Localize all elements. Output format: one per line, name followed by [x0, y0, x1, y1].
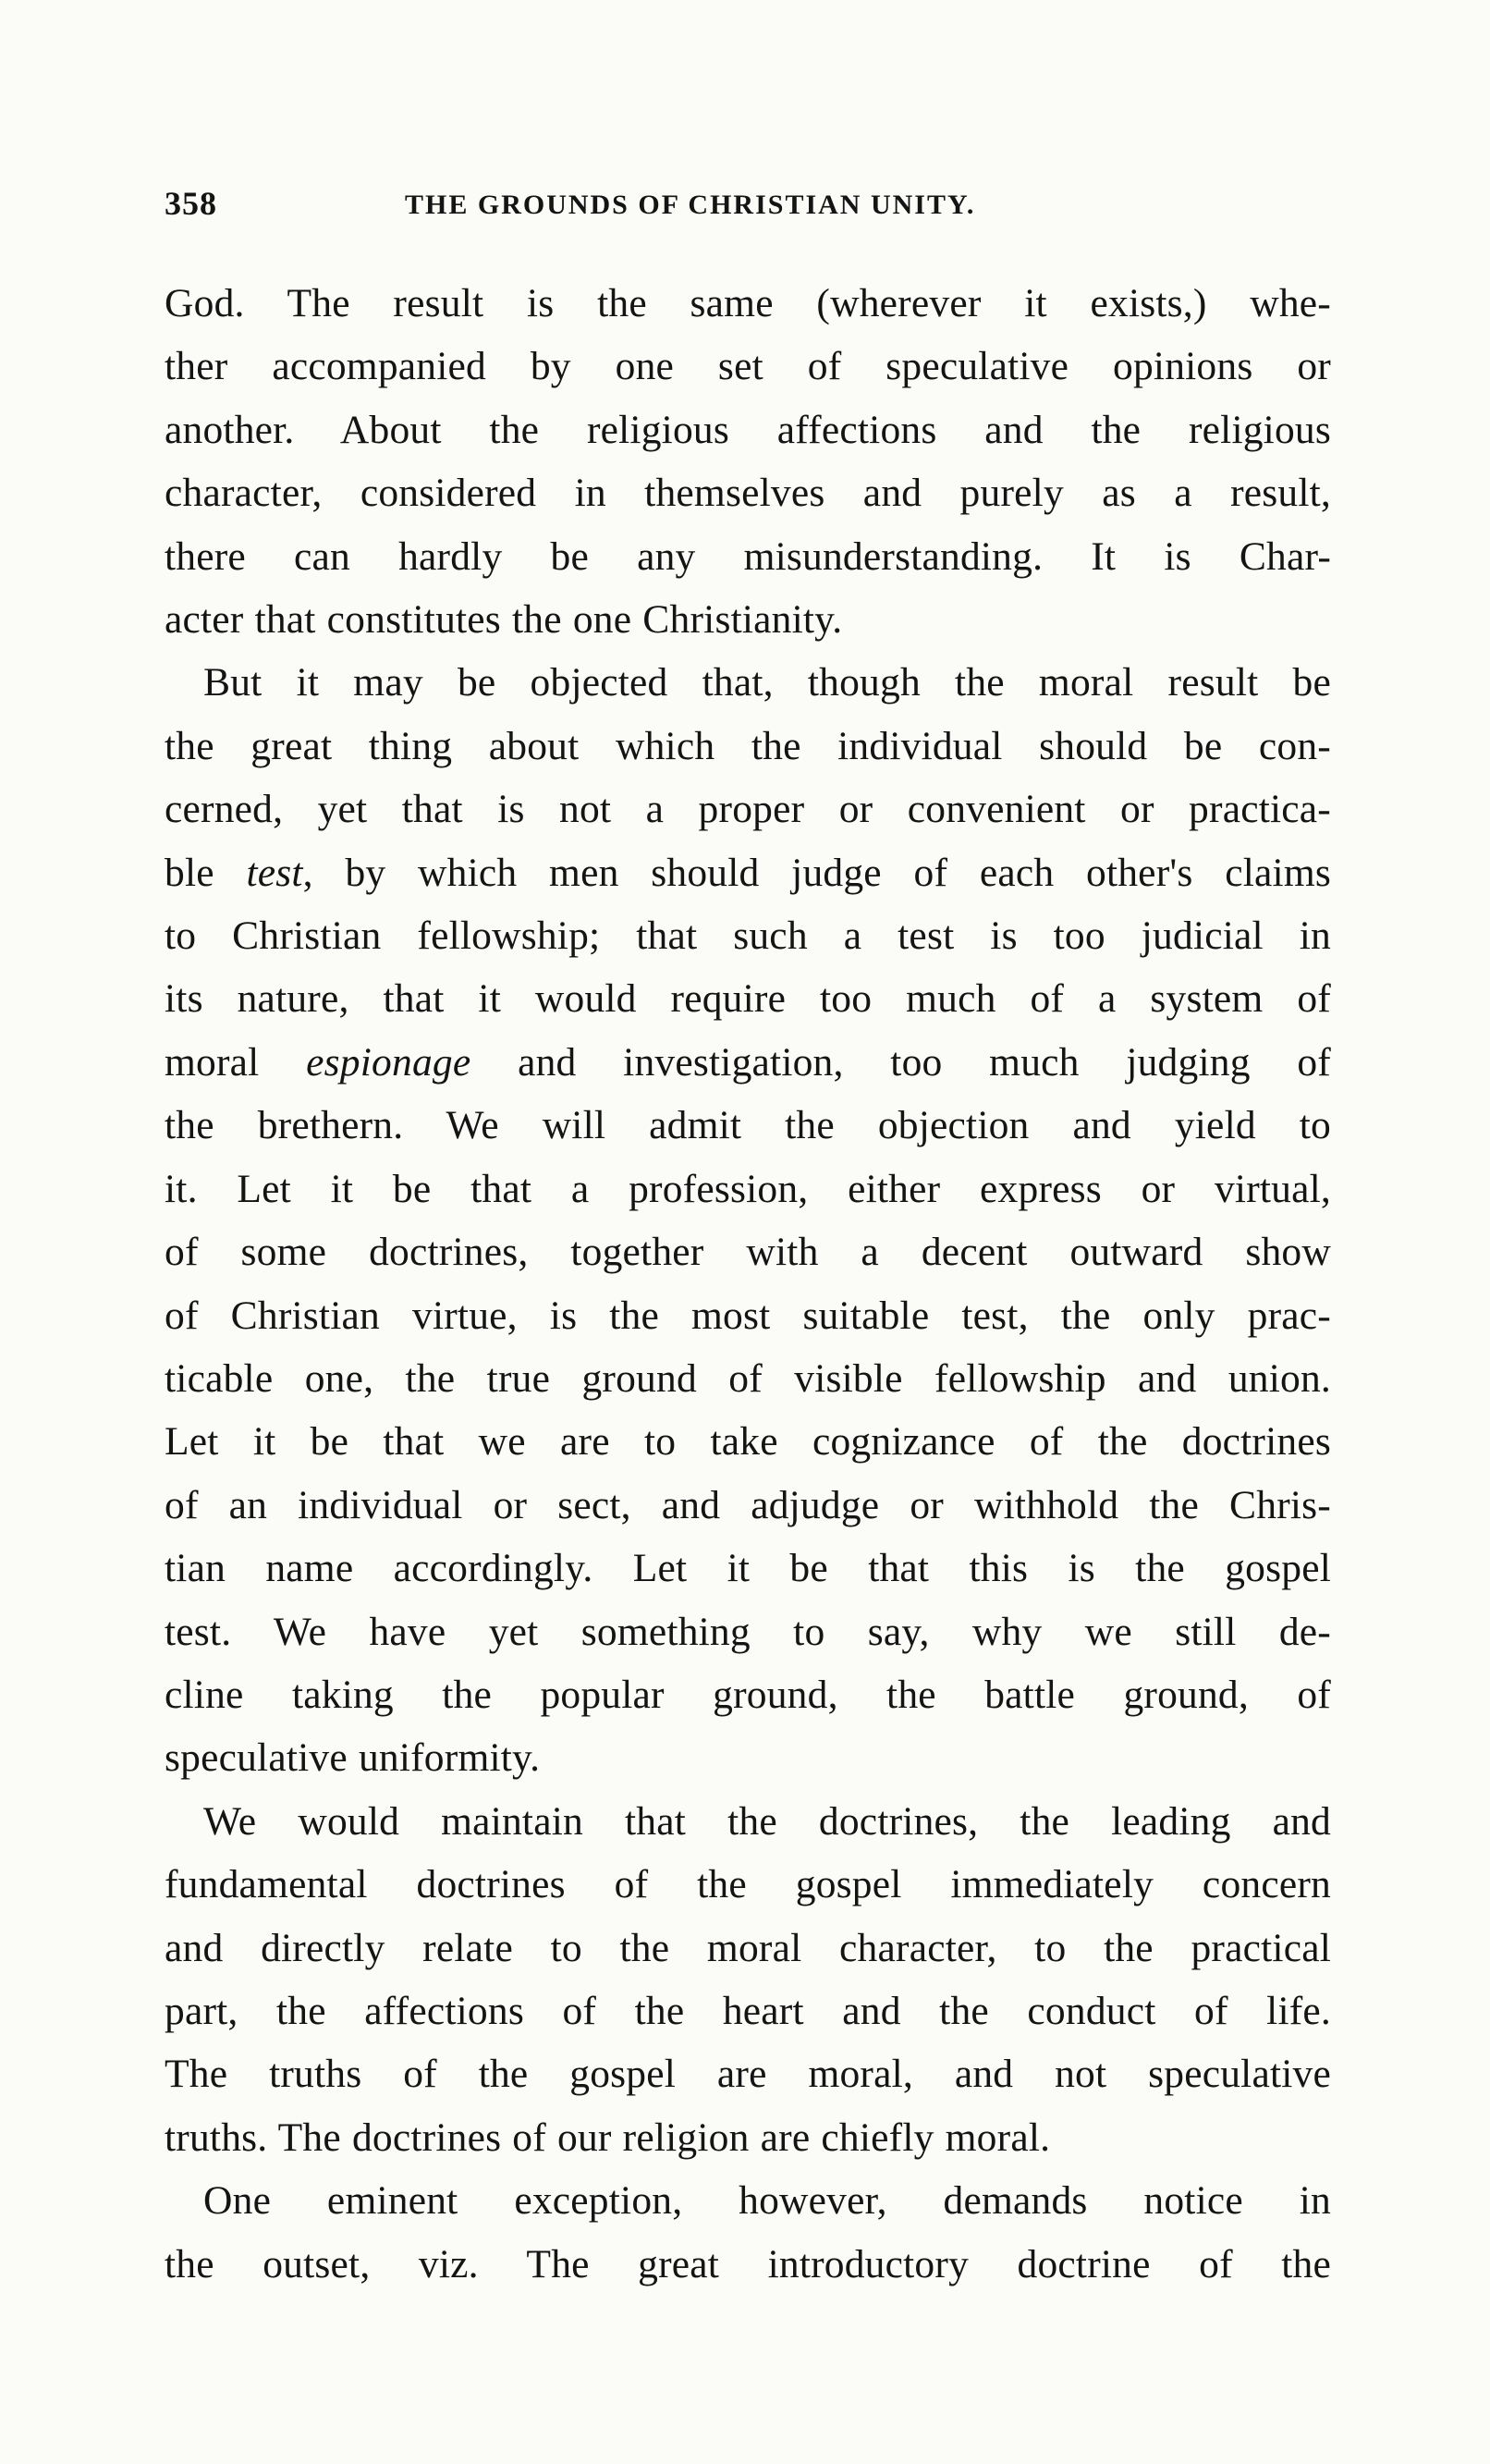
page-header: [165, 176, 1331, 231]
text-line: the great thing about which the individual should be con-: [165, 723, 1331, 768]
body-text: [165, 272, 1331, 2296]
text-line: One eminent exception, however, demands notice in: [203, 2178, 1331, 2224]
paragraph-2: [165, 651, 1331, 1789]
paragraph-4: [165, 2169, 1331, 2296]
text-line: its nature, that it would require too much of a system of: [165, 976, 1331, 1022]
text-line: to Christian fellowship; that such a test is too judicial in: [165, 913, 1331, 959]
paragraph-1: [165, 272, 1331, 651]
text-line: God. The result is the same (wherever it exists,) whe-: [165, 281, 1331, 325]
text-line: it. Let it be that a profession, either express or virtual,: [165, 1166, 1331, 1211]
text-line: of an individual or sect, and adjudge or withhold the Chris-: [165, 1482, 1331, 1527]
text-line: ticable one, the true ground of visible fellowship and union.: [165, 1355, 1331, 1401]
text-line: and directly relate to the moral character, to the practical: [165, 1925, 1331, 1970]
text-line: But it may be objected that, though the moral result be: [203, 660, 1331, 705]
text-line: another. About the religious affections and the religious: [165, 407, 1331, 452]
text-line: The truths of the gospel are moral, and not speculative: [165, 2052, 1331, 2097]
text-line: cline taking the popular ground, the battle ground, of: [165, 1672, 1331, 1717]
text-line: part, the affections of the heart and the conduct of life.: [165, 1988, 1331, 2033]
text-line: moral espionage and investigation, too much judging of: [165, 1039, 1331, 1085]
text-line: of Christian virtue, is the most suitable test, the only prac-: [165, 1293, 1331, 1338]
text-line: the outset, viz. The great introductory doctrine of the: [165, 2241, 1331, 2286]
text-line: of some doctrines, together with a decent outward show: [165, 1230, 1331, 1275]
running-head: THE GROUNDS OF CHRISTIAN UNITY.: [405, 190, 976, 220]
text-line: character, considered in themselves and purely as a result,: [165, 471, 1331, 516]
book-page: [165, 176, 1331, 2296]
text-line: ble test, by which men should judge of each other's claims: [165, 850, 1331, 895]
text-line: fundamental doctrines of the gospel immediately concern: [165, 1862, 1331, 1907]
text-line: there can hardly be any misunderstanding. It is Char-: [165, 533, 1331, 579]
text-line: Let it be that we are to take cognizance of the doctrines: [165, 1419, 1331, 1465]
text-line: the brethern. We will admit the objection and yield to: [165, 1103, 1331, 1148]
text-line: We would maintain that the doctrines, the leading and: [203, 1798, 1331, 1844]
text-line: cerned, yet that is not a proper or convenient or practica-: [165, 787, 1331, 832]
text-line: speculative uniformity.: [165, 1735, 541, 1781]
text-line: test. We have yet something to say, why we still de-: [165, 1609, 1331, 1654]
page-number: 358: [165, 185, 217, 222]
text-line: acter that constitutes the one Christianity.: [165, 597, 843, 643]
text-line: tian name accordingly. Let it be that this is the gospel: [165, 1546, 1331, 1591]
text-line: ther accompanied by one set of speculative opinions or: [165, 344, 1331, 389]
text-line: truths. The doctrines of our religion are chiefly moral.: [165, 2115, 1051, 2160]
paragraph-3: [165, 1790, 1331, 2169]
